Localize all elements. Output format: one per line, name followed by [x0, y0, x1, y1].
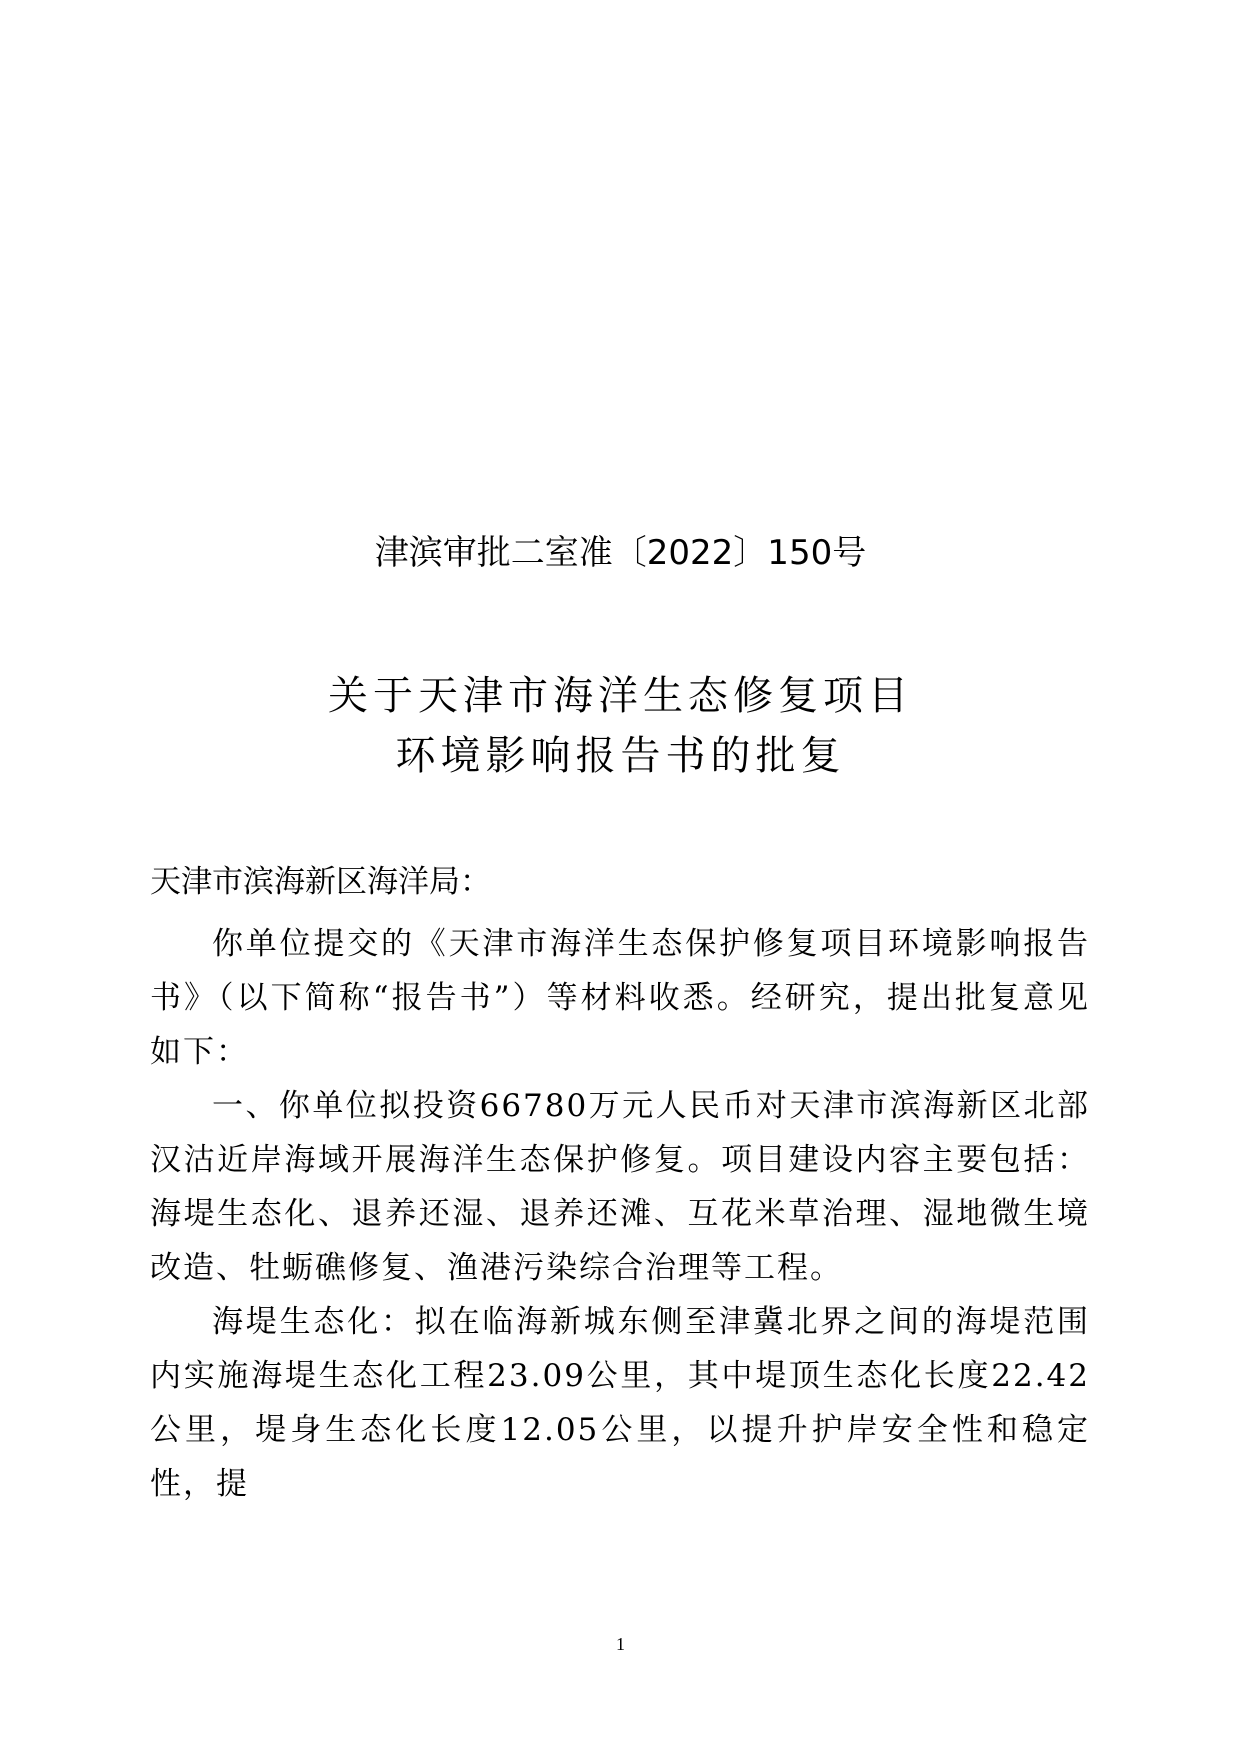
paragraph-intro: 你单位提交的《天津市海洋生态保护修复项目环境影响报告书》（以下简称“报告书”）等材料收悉。经研究，提出批复意见如下：: [150, 926, 1090, 1070]
document-title-line-2: 环境影响报告书的批复: [395, 733, 846, 779]
page-number: 1: [616, 1634, 625, 1654]
salutation: 天津市滨海新区海洋局：: [150, 864, 491, 900]
document-number: 津滨审批二室准〔2022〕150号: [374, 533, 867, 573]
document-body: [150, 917, 1090, 1511]
document-title-line-1: 关于天津市海洋生态修复项目: [328, 673, 913, 719]
paragraph-seawall: 海堤生态化：拟在临海新城东侧至津冀北界之间的海堤范围内实施海堤生态化工程23.09公里，其中堤顶生态化长度22.42公里，堤身生态化长度12.05公里，以提升护岸安全性和稳定性，提: [150, 1304, 1090, 1502]
paragraph-item-one: 一、你单位拟投资66780万元人民币对天津市滨海新区北部汉沽近岸海域开展海洋生态保护修复。项目建设内容主要包括：海堤生态化、退养还湿、退养还滩、互花米草治理、湿地微生境改造、牡蛎礁修复、渔港污染综合治理等工程。: [150, 1088, 1090, 1286]
